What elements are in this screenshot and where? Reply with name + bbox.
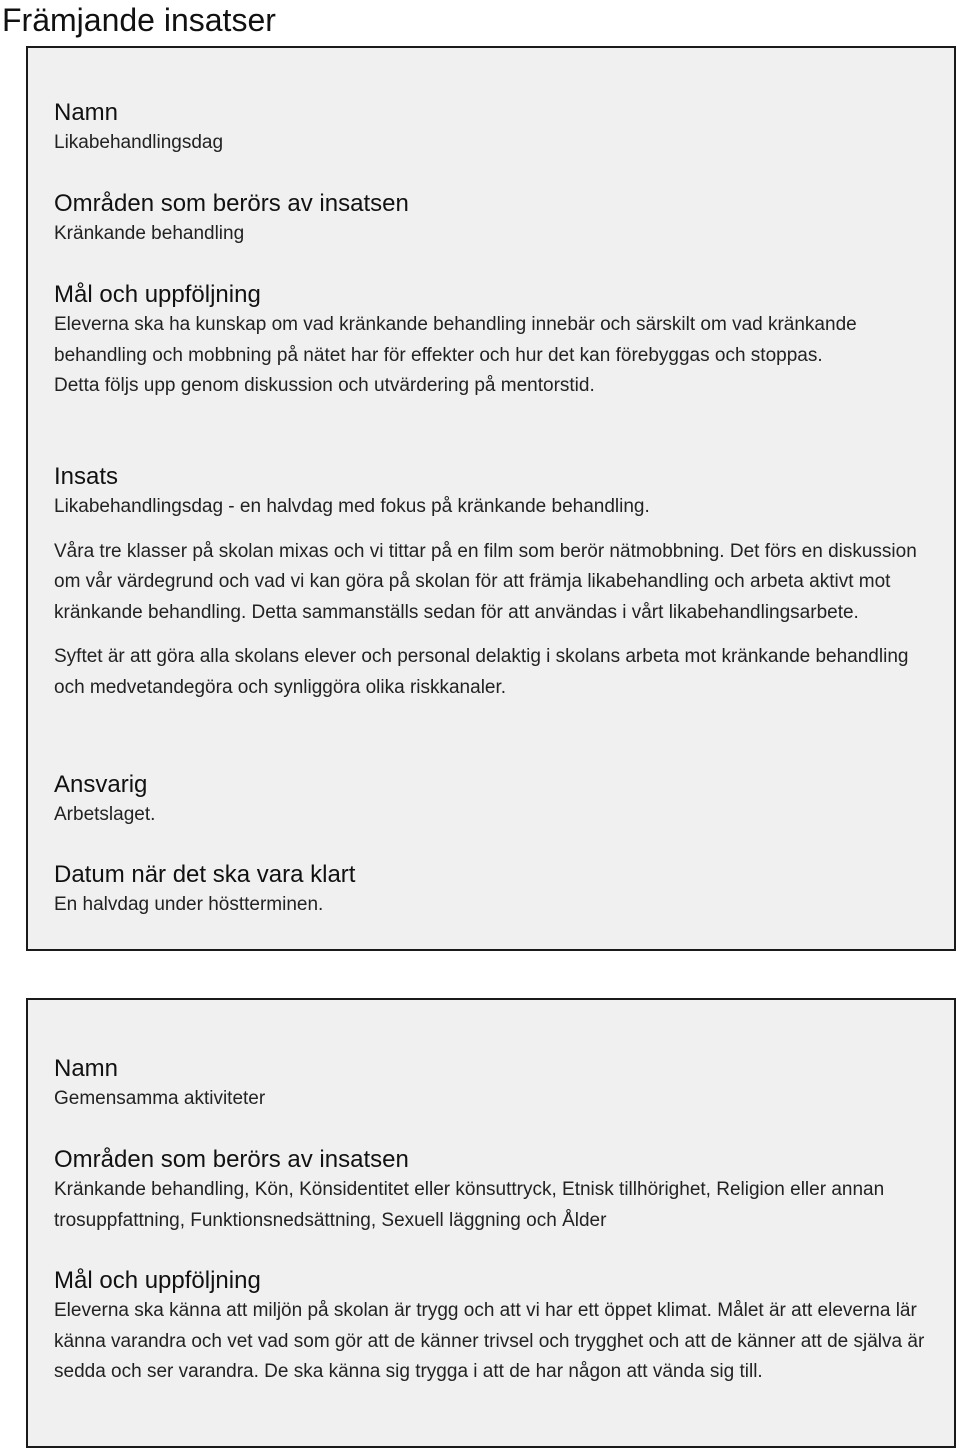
section-text: Gemensamma aktiviteter: [54, 1088, 266, 1109]
section-text: Syftet är att göra alla skolans elever och personal delaktig i skolans arbeta mot kränkande behandling och medvetandegöra och synliggöra olika riskkanaler.: [54, 646, 909, 698]
section-text: Kränkande behandling, Kön, Könsidentitet eller könsuttryck, Etnisk tillhörighet, Religion eller annan trosuppfattning, Funktionsnedsättning, Sexuell läggning och Ålder: [54, 1179, 885, 1231]
section-mal-och-uppfoljning: [54, 280, 928, 402]
insats-card-gemensamma-aktiviteter: [26, 998, 956, 1448]
insats-card-likabehandlingsdag: [26, 46, 956, 951]
section-ansvarig: [54, 770, 928, 831]
section-heading: Namn: [54, 1055, 119, 1082]
section-text: Arbetslaget.: [54, 804, 156, 825]
section-text: En halvdag under höstterminen.: [54, 894, 324, 915]
section-namn: [54, 98, 928, 159]
section-heading: Områden som berörs av insatsen: [54, 190, 409, 217]
section-text: Likabehandlingsdag - en halvdag med fokus på kränkande behandling.: [54, 496, 650, 517]
section-text: Eleverna ska ha kunskap om vad kränkande behandling innebär och särskilt om vad kränkande behandling och mobbning på nätet har för effekter och hur det kan förebyggas och stoppas.: [54, 314, 857, 366]
section-insats: [54, 462, 928, 703]
section-omraden: [54, 1145, 928, 1236]
section-datum: [54, 860, 928, 921]
section-text: Kränkande behandling: [54, 223, 245, 244]
section-text: Eleverna ska känna att miljön på skolan är trygg och att vi har ett öppet klimat. Målet är att eleverna lär känna varandra och vet vad som gör att de känner trivsel och trygghet och att de känner att de själva är sedda och ser varandra. De ska känna sig trygga i att de har någon att vända sig till.: [54, 1300, 925, 1382]
section-text: Detta följs upp genom diskussion och utvärdering på mentorstid.: [54, 375, 595, 396]
page-title: Främjande insatser: [2, 2, 276, 38]
section-heading: Ansvarig: [54, 771, 148, 798]
section-text: Våra tre klasser på skolan mixas och vi tittar på en film som berör nätmobbning. Det förs en diskussion om vår värdegrund och vad vi kan göra på skolan för att främja likabehandling och arbeta aktivt mot kränkande behandling. Detta sammanställs sedan för att användas i vårt likabehandlingsarbete.: [54, 540, 917, 623]
section-heading: Namn: [54, 99, 119, 126]
section-heading: Insats: [54, 463, 119, 490]
section-heading: Datum när det ska vara klart: [54, 861, 356, 888]
section-text: Likabehandlingsdag: [54, 132, 224, 153]
section-heading: Mål och uppföljning: [54, 1267, 261, 1294]
section-heading: Områden som berörs av insatsen: [54, 1146, 409, 1173]
section-mal-och-uppfoljning: [54, 1266, 928, 1388]
section-namn: [54, 1054, 928, 1115]
section-heading: Mål och uppföljning: [54, 281, 261, 308]
section-omraden: [54, 189, 928, 250]
